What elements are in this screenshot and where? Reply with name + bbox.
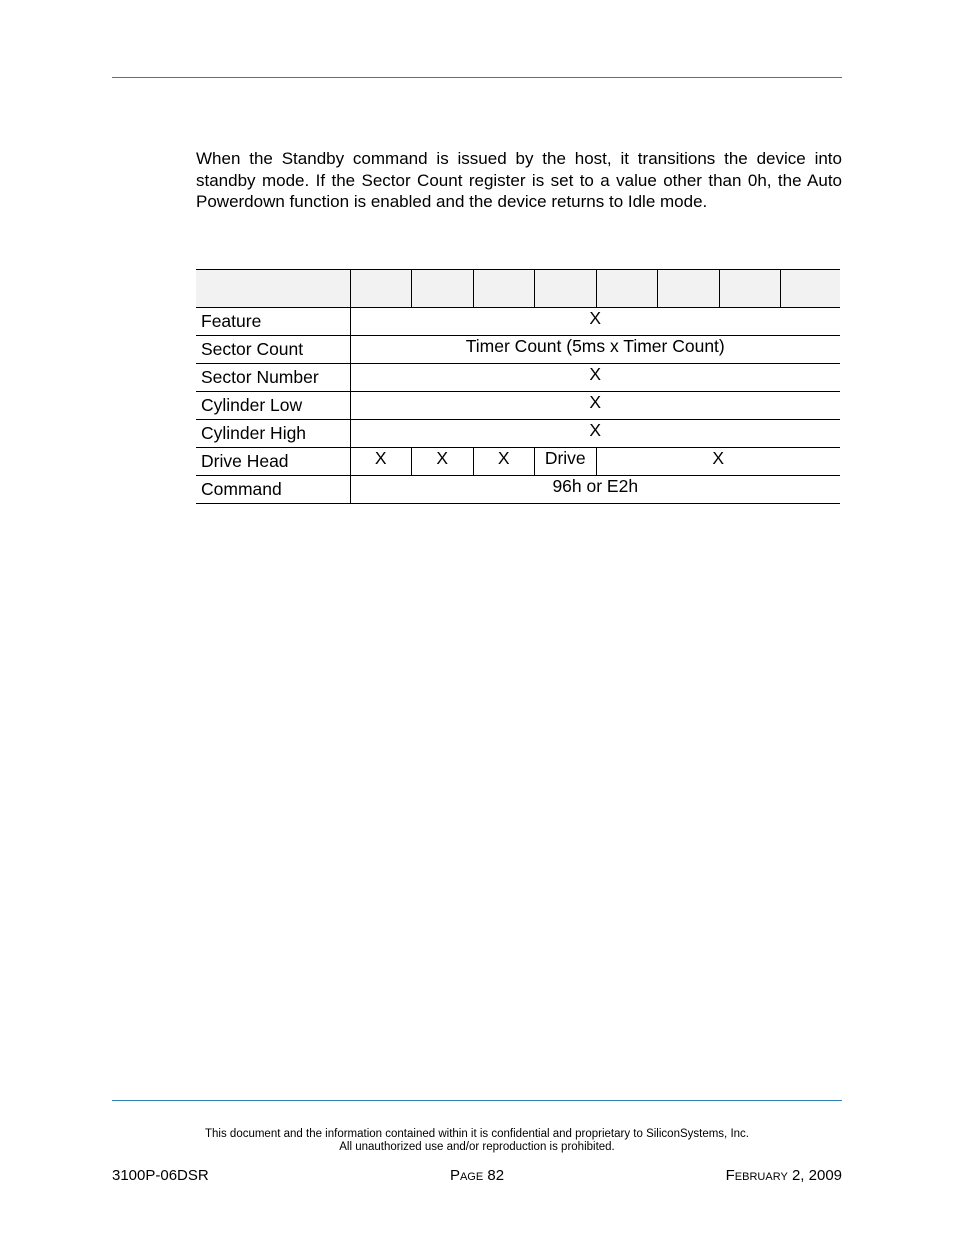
date-day-year: 2, 2009 <box>791 1167 842 1184</box>
row-value: X <box>350 420 840 448</box>
header-cell-bit-7 <box>350 270 412 308</box>
header-cell-register <box>196 270 350 308</box>
row-value: Timer Count (5ms x Timer Count) <box>350 336 840 364</box>
footer-rule <box>112 1100 842 1101</box>
document-id: 3100P-06DSR <box>112 1167 209 1184</box>
row-value-bit-4: Drive <box>535 448 597 476</box>
row-value-bits-3-0: X <box>596 448 840 476</box>
table-row <box>196 420 840 448</box>
table-row <box>196 364 840 392</box>
row-value: X <box>350 392 840 420</box>
row-value-bit-5: X <box>473 448 535 476</box>
header-cell-bit-5 <box>473 270 535 308</box>
table-row <box>196 308 840 336</box>
row-label: Sector Count <box>196 336 350 364</box>
row-value: X <box>350 364 840 392</box>
table-row <box>196 476 840 504</box>
row-label: Cylinder Low <box>196 392 350 420</box>
row-label: Feature <box>196 308 350 336</box>
date-month-initial: F <box>725 1167 735 1184</box>
header-cell-bit-6 <box>412 270 474 308</box>
row-label: Drive Head <box>196 448 350 476</box>
row-value: X <box>350 308 840 336</box>
header-cell-bit-3 <box>596 270 658 308</box>
table-row <box>196 392 840 420</box>
header-cell-bit-1 <box>719 270 781 308</box>
table-row <box>196 336 840 364</box>
page-label-rest: AGE <box>459 1171 484 1183</box>
register-table <box>196 269 840 504</box>
confidentiality-note-line-2: All unauthorized use and/or reproduction is prohibited. <box>339 1141 615 1153</box>
header-cell-bit-0 <box>781 270 841 308</box>
confidentiality-note-line-1: This document and the information contained within it is confidential and proprietary to SiliconSystems, Inc. <box>205 1128 749 1140</box>
table-header-row <box>196 270 840 308</box>
header-rule <box>112 77 842 78</box>
table-row <box>196 448 840 476</box>
body-paragraph: When the Standby command is issued by the host, it transitions the device into standby mode. If the Sector Count register is set to a value other than 0h, the Auto Powerdown function is enabled and the device returns to Idle mode. <box>196 149 842 211</box>
row-label: Cylinder High <box>196 420 350 448</box>
document-date <box>726 1167 842 1186</box>
row-value-bit-7: X <box>350 448 412 476</box>
page-label-initial: P <box>449 1167 460 1184</box>
row-value: 96h or E2h <box>350 476 840 504</box>
header-cell-bit-2 <box>658 270 720 308</box>
row-label: Command <box>196 476 350 504</box>
row-value-bit-6: X <box>412 448 474 476</box>
header-cell-bit-4 <box>535 270 597 308</box>
date-month-rest: EBRUARY <box>734 1171 788 1183</box>
page-number-value: 82 <box>487 1167 505 1184</box>
row-label: Sector Number <box>196 364 350 392</box>
